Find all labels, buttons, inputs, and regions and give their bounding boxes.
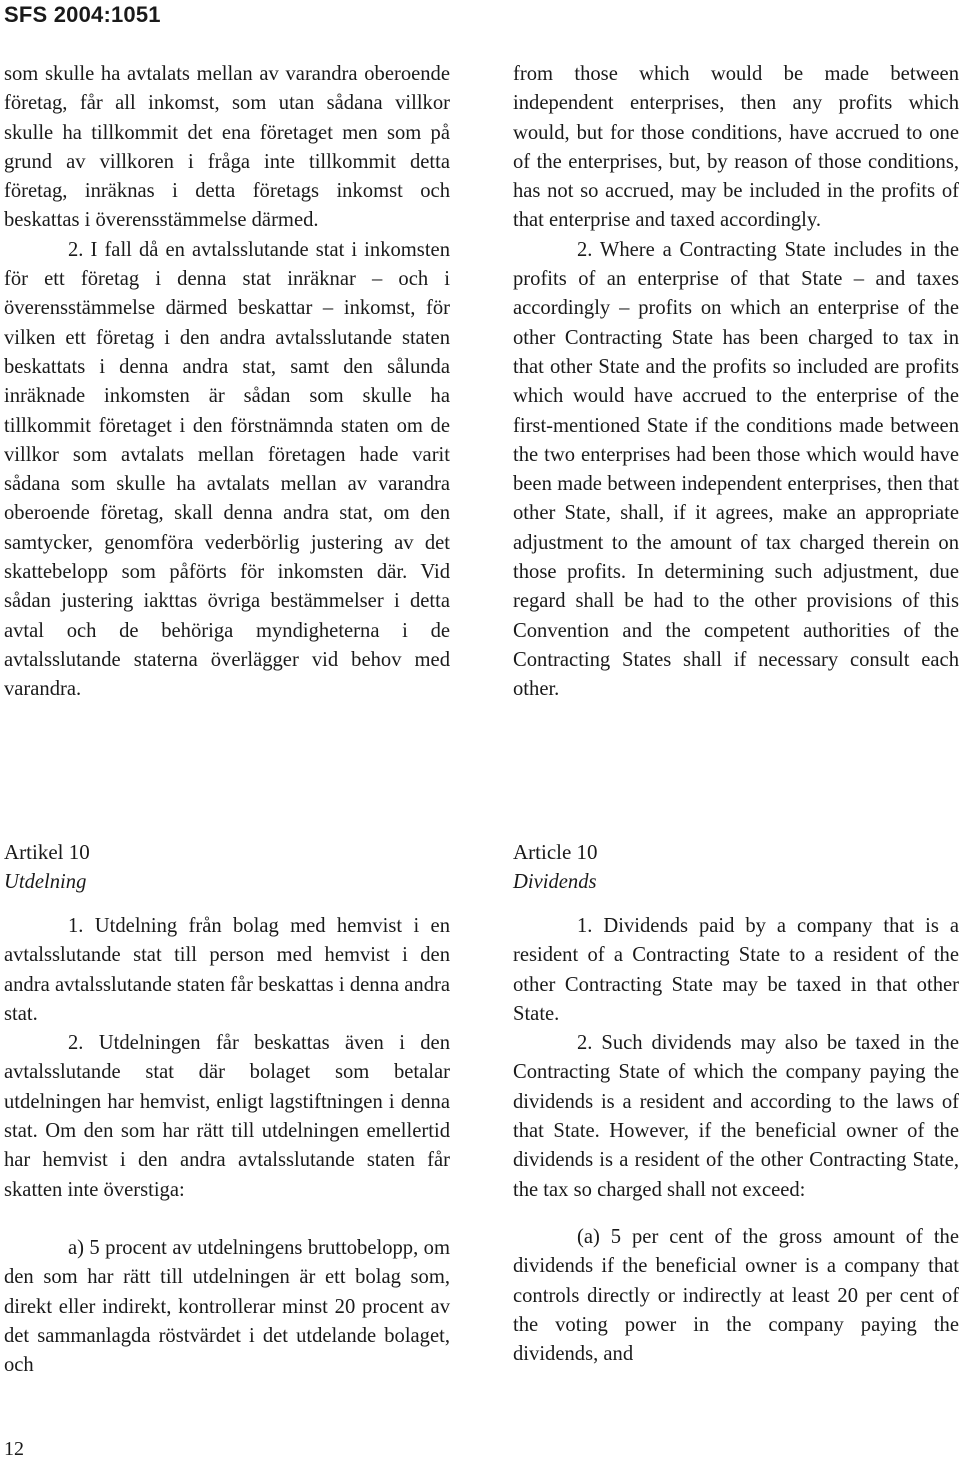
swedish-article-paragraph-1: 1. Utdelning från bolag med hemvist i en avtalsslutande stat till person med hemvist i den andra avtalsslutande staten får beskattas i denna andra stat. bbox=[4, 915, 450, 1025]
page-number: 12 bbox=[4, 1438, 24, 1460]
english-article-body bbox=[513, 912, 959, 1369]
swedish-top-column bbox=[4, 60, 450, 705]
swedish-article-subtitle: Utdelning bbox=[4, 871, 87, 893]
document-reference-header: SFS 2004:1051 bbox=[4, 2, 161, 27]
swedish-article-item-a: a) 5 procent av utdelningens bruttobelopp, om den som har rätt till utdelningen är ett bolag som, direkt eller indirekt, kontrollerar minst 20 procent av det sammanlagda röstvärdet i det utdelande bolaget, och bbox=[4, 1236, 450, 1377]
swedish-article-column bbox=[4, 837, 450, 1380]
english-article-paragraph-2: 2. Such dividends may also be taxed in the Contracting State of which the company paying the dividends is a resident and according to the laws of that State. However, if the beneficial owner of the dividends is a resident of the other Contracting State, the tax so charged shall not exceed: bbox=[513, 1032, 959, 1201]
english-article-item-a: (a) 5 per cent of the gross amount of the dividends if the beneficial owner is a company that controls directly or indirectly at least 20 per cent of the voting power in the company paying the dividends, and bbox=[513, 1225, 959, 1366]
swedish-article-title: Artikel 10 bbox=[4, 840, 90, 864]
english-paragraph-continuation: from those which would be made between independent enterprises, then any profits which would, but for those conditions, have accrued to one of the enterprises, but, by reason of those conditions, has not so accrued, may be included in the profits of that enterprise and taxed accordingly. bbox=[513, 63, 959, 232]
english-paragraph-2: 2. Where a Contracting State includes in the profits of an enterprise of that State – and taxes accordingly – profits on which an enterprise of the other Contracting State has been charged to tax in that other State and the profits so included are profits which would have accrued to the enterprise of the first-mentioned State if the conditions made between the two enterprises had been those which would have been made between independent enterprises, then that other State, shall, if it agrees, make an appropriate adjustment to the amount of tax charged therein on those profits. In determining such adjustment, due regard shall be had to the other provisions of this Convention and the competent authorities of the Contracting States shall if necessary consult each other. bbox=[513, 238, 959, 701]
english-article-title: Article 10 bbox=[513, 840, 598, 864]
swedish-article-paragraph-2: 2. Utdelningen får beskattas även i den avtalsslutande stat där bolaget som betalar utdelningen har hemvist, enligt lagstiftningen i denna stat. Om den som har rätt till utdelningen emellertid har hemvist i den andra avtalsslutande staten får skatten inte överstiga: bbox=[4, 1032, 450, 1201]
english-top-column bbox=[513, 60, 959, 705]
swedish-paragraph-2: 2. I fall då en avtalsslutande stat i inkomsten för ett företag i denna stat inräknar – och i överensstämmelse därmed beskattar – inkomst, för vilken ett företag i den andra avtalsslutande staten beskattats i denna andra stat, samt den sålunda inräknade inkomsten är sådan som skulle ha tillkommit företaget i den förstnämnda staten om de villkor som avtalats mellan företagen hade varit sådana som skulle ha avtalats mellan av varandra oberoende företag, skall denna andra stat, om den samtycker, genomföra vederbörlig justering av det skattebelopp som påförts för inkomsten där. Vid sådan justering iakttas övriga bestämmelser i detta avtal och de behöriga myndigheterna i de avtalsslutande staterna överlägger vid behov med varandra. bbox=[4, 238, 450, 701]
english-article-subtitle: Dividends bbox=[513, 871, 597, 893]
english-article-column bbox=[513, 837, 959, 1369]
swedish-paragraph-continuation: som skulle ha avtalats mellan av varandra oberoende företag, får all inkomst, som utan sådana villkor skulle ha tillkommit det ena företaget men som på grund av villkoren i fråga inte tillkommit detta företag, inräknas i detta företags inkomst och beskattas i överensstämmelse därmed. bbox=[4, 63, 450, 232]
english-article-paragraph-1: 1. Dividends paid by a company that is a resident of a Contracting State to a resident of the other Contracting State may be taxed in that other State. bbox=[513, 915, 959, 1025]
swedish-article-body bbox=[4, 912, 450, 1380]
